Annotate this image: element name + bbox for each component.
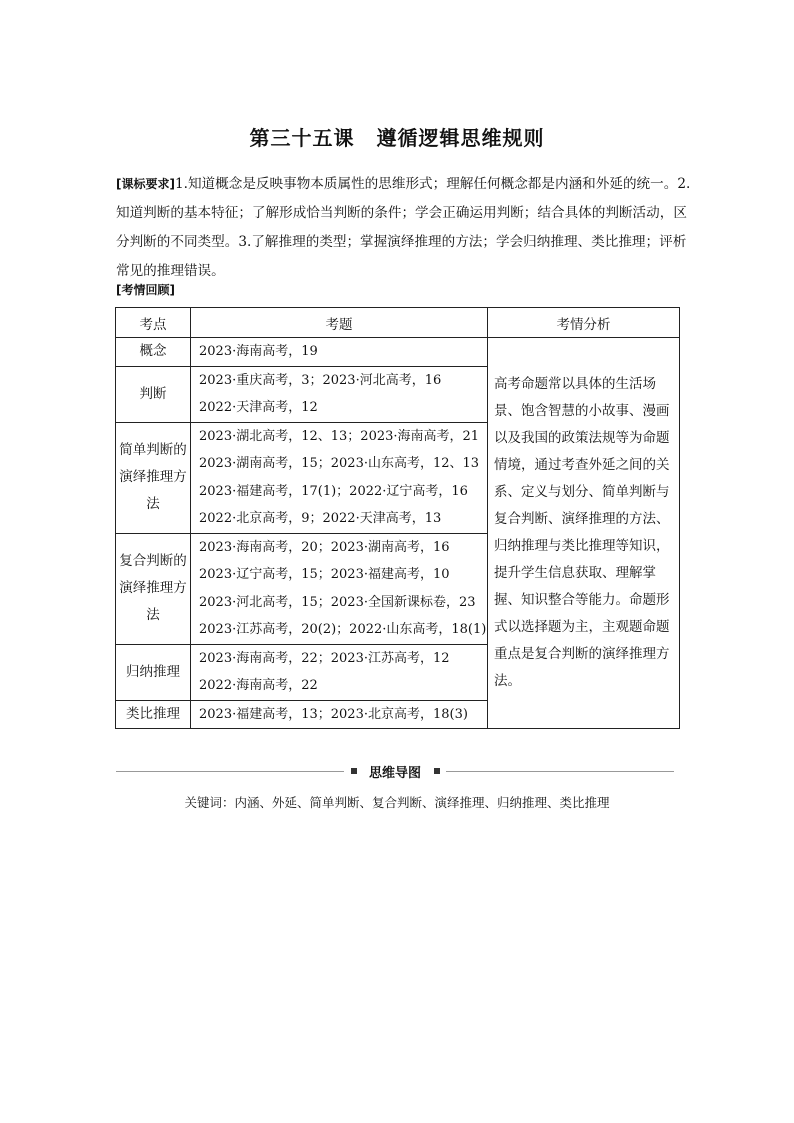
questions-cell [191, 338, 488, 367]
lesson-title [0, 122, 794, 151]
point-cell: 类比推理 [116, 700, 191, 729]
question-line: 2022·天津高考，12 [199, 400, 318, 415]
keywords-line: 关键词：内涵、外延、简单判断、复合判断、演绎推理、归纳推理、类比推理 [184, 795, 610, 810]
header-questions: 考题 [191, 308, 488, 338]
curriculum-requirements [116, 170, 692, 286]
question-line: 2023·海南高考，19 [199, 344, 318, 359]
questions-cell [191, 533, 488, 644]
point-cell: 概念 [116, 338, 191, 367]
header-analysis: 考情分析 [488, 308, 680, 338]
requirements-text: 1.知道概念是反映事物本质属性的思维形式；理解任何概念都是内涵和外延的统一。2.知道判断的基本特征；了解形成恰当判断的条件；学会正确运用判断；结合具体的判断活动，区分判断的不同类型。3.了解推理的类型；掌握演绎推理的方法；学会归纳推理、类比推理；评析常见的推理错误。 [116, 176, 691, 279]
question-line: 2023·河北高考，15；2023·全国新课标卷，23 [199, 594, 476, 610]
review-label: [考情回顾] [116, 283, 175, 297]
point-cell: 判断 [116, 366, 191, 422]
question-line: 2022·北京高考，9；2022·天津高考，13 [199, 511, 442, 526]
question-line: 2023·海南高考，22；2023·江苏高考，12 [199, 650, 450, 666]
exam-review-table [115, 307, 680, 729]
point-cell: 归纳推理 [116, 644, 191, 700]
header-point: 考点 [116, 308, 191, 338]
point-cell: 复合判断的演绎推理方法 [116, 533, 191, 644]
question-line: 2023·湖南高考，15；2023·山东高考，12、13 [199, 456, 480, 471]
table-header-row [116, 308, 680, 338]
question-line: 2023·海南高考，20；2023·湖南高考，16 [199, 539, 450, 555]
question-line: 2023·重庆高考，3；2023·河北高考，16 [199, 372, 442, 388]
requirements-label: [课标要求] [116, 177, 175, 191]
questions-cell [191, 422, 488, 533]
mind-map-divider [116, 760, 674, 782]
question-line: 2023·江苏高考，20(2)；2022·山东高考，18(1) [199, 622, 487, 637]
question-line: 2023·湖北高考，12、13；2023·海南高考，21 [199, 428, 480, 444]
questions-cell [191, 366, 488, 422]
question-line: 2023·福建高考，13；2023·北京高考，18(3) [199, 706, 468, 722]
questions-cell [191, 644, 488, 700]
analysis-cell: 高考命题常以具体的生活场景、饱含智慧的小故事、漫画以及我国的政策法规等为命题情境，通过考查外延之间的关系、定义与划分、简单判断与复合判断、演绎推理的方法、归纳推理与类比推理等知识，提升学生信息获取、理解掌握、知识整合等能力。命题形式以选择题为主，主观题命题重点是复合判断的演绎推理方法。 [488, 338, 680, 729]
table-row [116, 338, 680, 367]
point-cell: 简单判断的演绎推理方法 [116, 422, 191, 533]
divider-line-right [446, 771, 674, 772]
lesson-subtitle: 遵循逻辑思维规则 [376, 126, 545, 150]
question-line: 2022·海南高考，22 [199, 678, 318, 693]
mind-map-title: 思维导图 [368, 766, 421, 781]
question-line: 2023·辽宁高考，15；2023·福建高考，10 [199, 567, 450, 582]
questions-cell [191, 700, 488, 729]
question-line: 2023·福建高考，17(1)；2022·辽宁高考，16 [199, 483, 468, 499]
divider-square-right [434, 768, 440, 774]
lesson-number: 第三十五课 [249, 126, 355, 150]
